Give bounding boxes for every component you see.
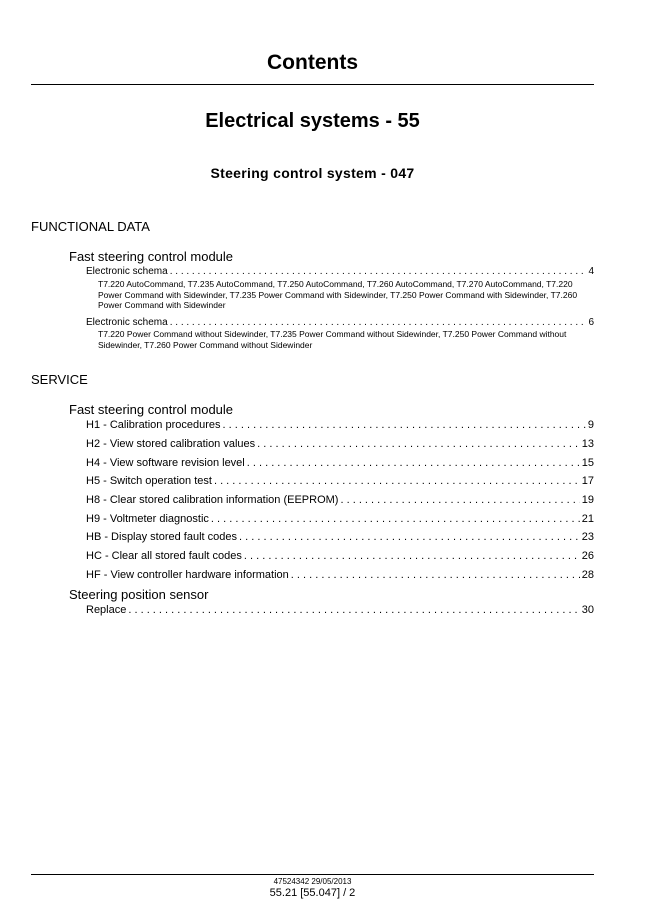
toc-entry-label: HC - Clear all stored fault codes <box>86 550 242 562</box>
leader-dots <box>244 550 580 562</box>
toc-entry[interactable] <box>86 266 594 277</box>
leader-dots <box>257 438 580 450</box>
toc-entry[interactable] <box>86 604 594 616</box>
toc-entry[interactable] <box>86 531 594 543</box>
service-module2-heading: Steering position sensor <box>69 587 209 602</box>
leader-dots <box>247 457 580 469</box>
toc-entry[interactable] <box>86 569 594 581</box>
toc-entry-label: HF - View controller hardware information <box>86 569 289 581</box>
footer-doc-id: 47524342 29/05/2013 <box>273 877 352 886</box>
toc-entry-page: 30 <box>581 604 594 616</box>
leader-dots <box>128 604 579 616</box>
leader-dots <box>170 266 587 277</box>
leader-dots <box>170 317 587 328</box>
toc-entry[interactable] <box>86 438 594 450</box>
service-module-heading: Fast steering control module <box>69 402 234 417</box>
toc-entry-page: 13 <box>581 438 594 450</box>
toc-entry-label: H5 - Switch operation test <box>86 475 212 487</box>
toc-entry-page: 17 <box>581 475 594 487</box>
toc-entry[interactable] <box>86 457 594 469</box>
footer-page-number: 55.21 [55.047] / 2 <box>269 887 356 899</box>
functional-module-heading: Fast steering control module <box>69 249 234 264</box>
toc-entry[interactable] <box>86 419 594 431</box>
service-heading: SERVICE <box>31 372 88 387</box>
section-title: Steering control system - 047 <box>210 165 415 181</box>
toc-entry-page: 9 <box>587 419 594 431</box>
toc-entry-page: 15 <box>581 457 594 469</box>
leader-dots <box>211 513 580 525</box>
toc-entry-page: 6 <box>588 317 594 328</box>
toc-entry-label: Electronic schema <box>86 317 168 328</box>
toc-entry[interactable] <box>86 475 594 487</box>
toc-entry-page: 23 <box>581 531 594 543</box>
toc-entry-page: 26 <box>581 550 594 562</box>
toc-entry-label: H2 - View stored calibration values <box>86 438 256 450</box>
toc-entry-label: H4 - View software revision level <box>86 457 245 469</box>
toc-entry-label: Electronic schema <box>86 266 168 277</box>
leader-dots <box>340 494 579 506</box>
chapter-title: Electrical systems - 55 <box>205 110 420 132</box>
top-rule <box>31 84 594 85</box>
toc-entry-label: HB - Display stored fault codes <box>86 531 238 543</box>
toc-entry-page: 28 <box>581 569 594 581</box>
leader-dots <box>291 569 580 581</box>
toc-entry[interactable] <box>86 317 594 328</box>
toc-entry-page: 21 <box>581 513 594 525</box>
leader-dots <box>239 531 580 543</box>
toc-entry[interactable] <box>86 494 594 506</box>
toc-entry-page: 19 <box>581 494 594 506</box>
bottom-rule <box>31 874 594 875</box>
toc-entry-label: H1 - Calibration procedures <box>86 419 221 431</box>
page-title: Contents <box>267 51 358 74</box>
toc-entry-page: 4 <box>588 266 594 277</box>
toc-entry-description: T7.220 AutoCommand, T7.235 AutoCommand, T7.250 AutoCommand, T7.260 AutoCommand, T7.270 AutoCommand, T7.220 Power Command with Sidewinder, T7.235 Power Command with Sidewinder, T7.250 Power Command with Sidewinder, T7.260 Power Command with Sidewinder <box>98 279 578 310</box>
toc-entry-label: Replace <box>86 604 127 616</box>
toc-entry-label: H9 - Voltmeter diagnostic <box>86 513 209 525</box>
toc-entry-label: H8 - Clear stored calibration information (EEPROM) <box>86 494 339 506</box>
functional-data-heading: FUNCTIONAL DATA <box>31 219 150 234</box>
toc-entry[interactable] <box>86 550 594 562</box>
leader-dots <box>223 419 586 431</box>
toc-entry-description: T7.220 Power Command without Sidewinder, T7.235 Power Command without Sidewinder, T7.250 Power Command without Sidewinder, T7.260 Power Command without Sidewinder <box>98 329 567 350</box>
leader-dots <box>214 475 580 487</box>
toc-entry[interactable] <box>86 513 594 525</box>
